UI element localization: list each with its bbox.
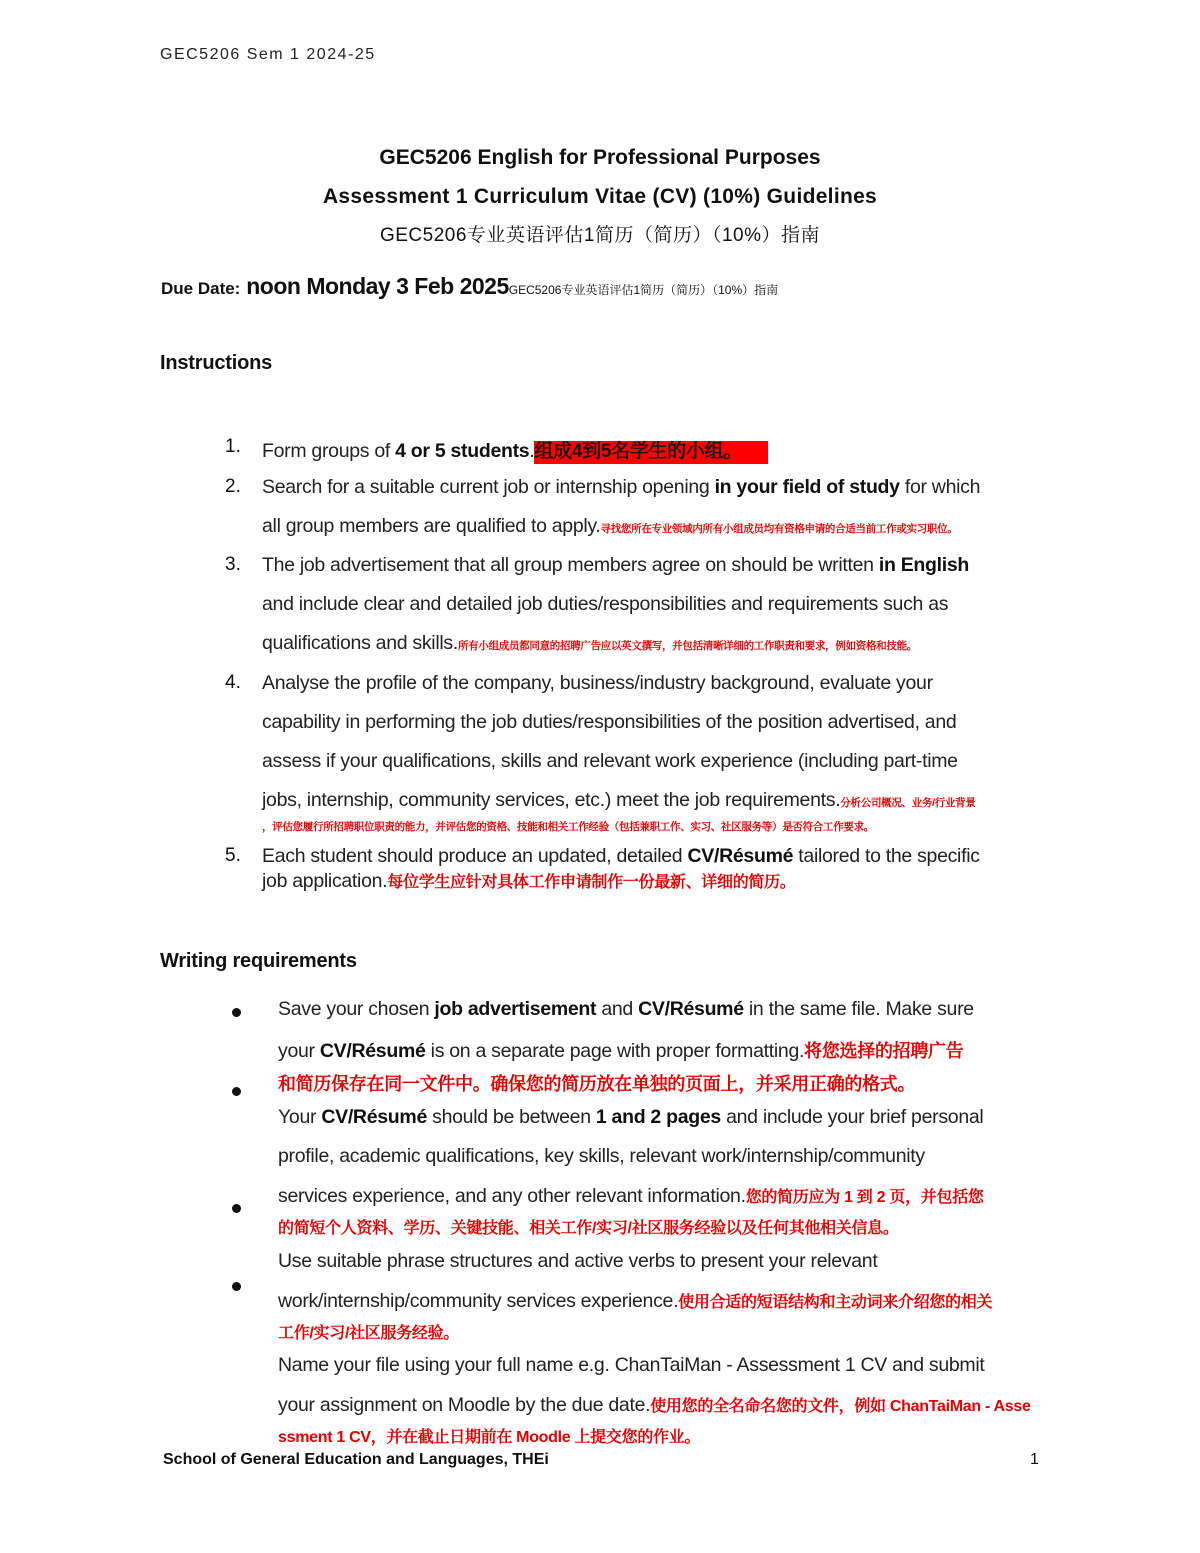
instruction-item-3-cont2: qualifications and skills.所有小组成员都同意的招聘广告应以英文撰写，并包括清晰详细的工作职责和要求，例如资格和技能。 (262, 632, 917, 654)
writing-item-1: Save your chosen job advertisement and CV/Résumé in the same file. Make sure (278, 998, 974, 1020)
due-date (161, 273, 778, 300)
instruction-item-5-cont: job application.每位学生应针对具体工作申请制作一份最新、详细的简历。 (262, 870, 796, 892)
instructions-heading: Instructions (160, 352, 273, 374)
instruction-item-4-cont: capability in performing the job duties/responsibilities of the position advertised, and (262, 711, 957, 733)
translation-zh-cont: ssment 1 CV，并在截止日期前在 Moodle 上提交您的作业。 (278, 1429, 701, 1446)
document-title: GEC5206 English for Professional Purposes (379, 146, 821, 169)
page-number: 1 (1030, 1451, 1039, 1468)
instruction-item-2: Search for a suitable current job or internship opening in your field of study for which (262, 476, 981, 498)
instruction-item-3: The job advertisement that all group members agree on should be written in English (262, 554, 970, 576)
translation-zh: 使用您的全名命名您的文件，例如 ChanTaiMan - Asse (650, 1398, 1031, 1415)
writing-item-2-cont: profile, academic qualifications, key skills, relevant work/internship/community (278, 1145, 925, 1167)
list-number: 5. (225, 845, 241, 866)
translation-zh: 分析公司概况、业务/行业背景 (840, 797, 976, 809)
writing-item-3-cont: work/internship/community services experience.使用合适的短语结构和主动词来介绍您的相关 (278, 1290, 993, 1312)
due-date-value: noon Monday 3 Feb 2025 (240, 273, 509, 299)
writing-item-4-cont: your assignment on Moodle by the due date.使用您的全名命名您的文件，例如 ChanTaiMan - Asse (278, 1394, 1031, 1416)
translation-zh-cont: 的简短个人资料、学历、关键技能、相关工作/实习/社区服务经验以及任何其他相关信息。 (278, 1220, 899, 1237)
writing-item-3: Use suitable phrase structures and active verbs to present your relevant (278, 1250, 878, 1272)
translation-zh: 您的简历应为 1 到 2 页，并包括您 (745, 1189, 984, 1206)
instruction-item-2-cont: all group members are qualified to apply.寻找您所在专业领域内所有小组成员均有资格申请的合适当前工作或实习职位。 (262, 515, 958, 537)
list-number: 3. (225, 554, 241, 575)
writing-item-2-cont2: services experience, and any other relevant information.您的简历应为 1 到 2 页，并包括您 (278, 1185, 984, 1207)
list-number: 1. (225, 436, 241, 457)
translation-zh: 所有小组成员都同意的招聘广告应以英文撰写，并包括清晰详细的工作职责和要求，例如资格和技能。 (457, 640, 917, 652)
due-date-label: Due Date: (161, 279, 241, 298)
instruction-item-5: Each student should produce an updated, detailed CV/Résumé tailored to the specific (262, 845, 980, 867)
due-date-zh: GEC5206专业英语评估1简历（简历）（10%）指南 (508, 283, 779, 297)
writing-item-4: Name your file using your full name e.g. ChanTaiMan - Assessment 1 CV and submit (278, 1354, 985, 1376)
instruction-item-1: Form groups of 4 or 5 students.组成4到5名学生的小组。 (262, 436, 768, 463)
bullet-dot (232, 1282, 241, 1291)
document-subtitle-zh: GEC5206专业英语评估1简历（简历）（10%）指南 (379, 225, 821, 246)
footer-school-name: School of General Education and Languages, THEi (163, 1451, 549, 1468)
translation-zh: 寻找您所在专业领域内所有小组成员均有资格申请的合适当前工作或实习职位。 (600, 523, 958, 535)
bullet-dot (232, 1087, 241, 1096)
writing-item-2: Your CV/Résumé should be between 1 and 2 pages and include your brief personal (278, 1106, 984, 1128)
writing-item-1-cont: your CV/Résumé is on a separate page with proper formatting.将您选择的招聘广告 (278, 1040, 964, 1062)
translation-zh-cont: 工作/实习/社区服务经验。 (278, 1325, 459, 1342)
translation-zh-cont: 和简历保存在同一文件中。确保您的简历放在单独的页面上，并采用正确的格式。 (278, 1074, 916, 1094)
bullet-dot (232, 1008, 241, 1017)
instruction-item-4: Analyse the profile of the company, business/industry background, evaluate your (262, 672, 933, 694)
translation-zh: 每位学生应针对具体工作申请制作一份最新、详细的简历。 (387, 874, 796, 891)
instruction-item-4-cont2: assess if your qualifications, skills and relevant work experience (including part-time (262, 750, 958, 772)
list-number: 2. (225, 476, 241, 497)
bullet-dot (232, 1204, 241, 1213)
translation-zh: 使用合适的短语结构和主动词来介绍您的相关 (678, 1294, 993, 1311)
instruction-item-3-cont: and include clear and detailed job duties/responsibilities and requirements such as (262, 593, 949, 615)
document-subtitle: Assessment 1 Curriculum Vitae (CV) (10%) Guidelines (322, 185, 878, 208)
translation-zh: 将您选择的招聘广告 (804, 1041, 964, 1061)
writing-requirements-heading: Writing requirements (160, 950, 357, 972)
instruction-item-4-cont3: jobs, internship, community services, etc.) meet the job requirements.分析公司概况、业务/行业背景 (262, 789, 976, 811)
highlighted-zh-text: 组成4到5名学生的小组。 (534, 441, 768, 464)
course-code-header: GEC5206 Sem 1 2024-25 (160, 46, 376, 63)
list-number: 4. (225, 672, 241, 693)
translation-zh-cont: ，评估您履行所招聘职位职责的能力，并评估您的资格、技能和相关工作经验（包括兼职工作、实习、社区服务等）是否符合工作要求。 (262, 821, 874, 833)
